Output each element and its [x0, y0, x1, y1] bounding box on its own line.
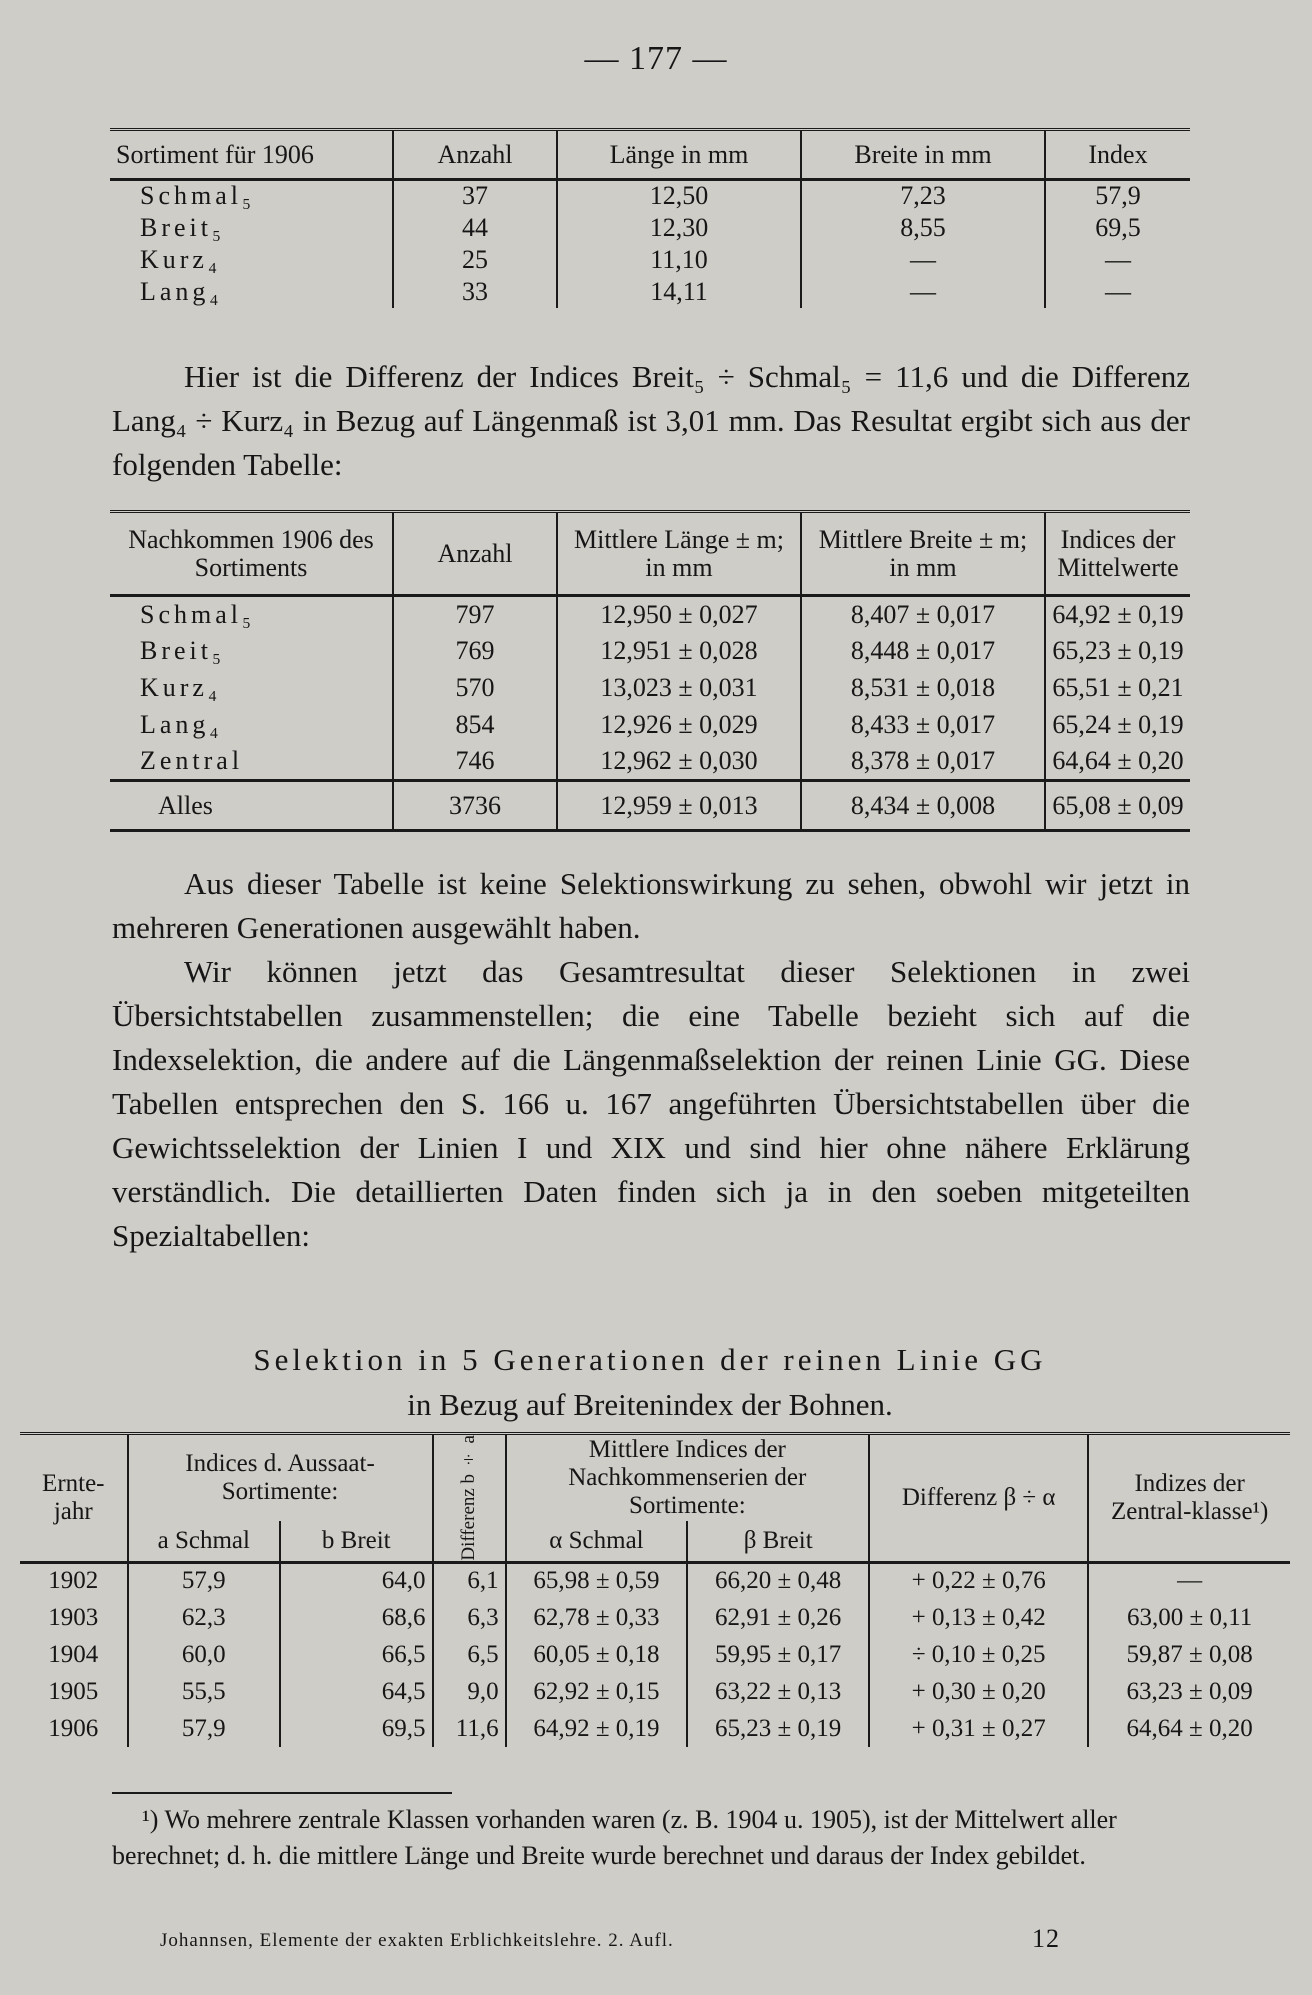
t2-cell: 12,962 ± 0,030: [557, 744, 801, 781]
t1-cell: 33: [393, 276, 557, 308]
t3-cell: 66,20 ± 0,48: [687, 1562, 869, 1599]
t3-cell: ÷ 0,10 ± 0,25: [869, 1636, 1088, 1673]
table-row: [110, 596, 1190, 633]
t3-cell: 62,91 ± 0,26: [687, 1599, 869, 1636]
t1-header-anzahl: Anzahl: [393, 130, 557, 180]
t1-cell: 14,11: [557, 276, 801, 308]
t2-cell: Zentral: [140, 746, 244, 776]
t2-cell: 13,023 ± 0,031: [557, 670, 801, 707]
t2-cell: 769: [393, 633, 557, 670]
t2-cell: 8,407 ± 0,017: [801, 596, 1045, 633]
table-row: [110, 744, 1190, 781]
table-row: [110, 707, 1190, 744]
t3-header-indices: Indices d. Aussaat-Sortimente:: [128, 1434, 433, 1522]
t3-cell: 1903: [48, 1603, 99, 1631]
t3-cell: 64,0: [280, 1562, 432, 1599]
t3-cell: 64,64 ± 0,20: [1088, 1710, 1290, 1747]
t2-total-row: Alles 3736 12,959 ± 0,013 8,434 ± 0,008 65,08 ± 0,09: [110, 781, 1190, 831]
t2-cell: 854: [393, 707, 557, 744]
t3-cell: 57,9: [128, 1562, 280, 1599]
table3-title-line1: Selektion in 5 Generationen der reinen Linie GG: [253, 1342, 1047, 1377]
t3-header-mittlere: Mittlere Indices der Nachkommenserien der Sortimente:: [506, 1434, 869, 1522]
t2-header-breite: Mittlere Breite ± m; in mm: [801, 512, 1045, 596]
paragraph-selektion: Aus dieser Tabelle ist keine Selektionswirkung zu sehen, obwohl wir jetzt in mehreren Generationen ausgewählt haben. Wir können jetzt das Gesamtresultat dieser Selektionen in zwei Übersichtstabellen zusammenstellen; die eine Tabelle bezieht sich auf die Indexselektion, die andere auf die Längenmaßselektion der reinen Linie GG. Diese Tabellen entsprechen den S. 166 u. 167 angeführten Übersichtstabellen über die Gewichtsselektion der Linien I und XIX und sind hier ohne nähere Erklärung verständlich. Die detaillierten Daten finden sich ja in den soeben mitgeteilten Spezialtabellen:: [112, 866, 1190, 1253]
t1-cell: 8,55: [801, 212, 1045, 244]
t2-cell: 65,24 ± 0,19: [1045, 707, 1190, 744]
t2-cell: Lang₄: [140, 710, 223, 739]
t3-cell: + 0,31 ± 0,27: [869, 1710, 1088, 1747]
t3-header-differenz: Differenz β ÷ α: [869, 1434, 1088, 1563]
t2-cell: 8,433 ± 0,017: [801, 707, 1045, 744]
t3-cell: + 0,30 ± 0,20: [869, 1673, 1088, 1710]
table-row: [20, 1599, 1290, 1636]
t3-cell: 64,5: [280, 1673, 432, 1710]
t2-cell: 64,64 ± 0,20: [1045, 744, 1190, 781]
t3-cell: 59,95 ± 0,17: [687, 1636, 869, 1673]
t2-header-anzahl: Anzahl: [393, 512, 557, 596]
t3-cell: 1906: [48, 1714, 99, 1742]
t2-cell: 12,950 ± 0,027: [557, 596, 801, 633]
t1-cell: 25: [393, 244, 557, 276]
t1-cell: 44: [393, 212, 557, 244]
t1-cell: 37: [393, 180, 557, 212]
t1-cell: Kurz₄: [140, 244, 222, 274]
page-number: — 177 —: [584, 40, 728, 77]
t2-header-indices: Indices der Mittelwerte: [1045, 512, 1190, 596]
table-sortiment-1906: [110, 128, 1190, 308]
t1-cell: Lang₄: [140, 276, 223, 306]
t3-cell: 6,5: [433, 1636, 506, 1673]
t1-cell: —: [1045, 276, 1190, 308]
table-row: [20, 1673, 1290, 1710]
t2-cell: 570: [393, 670, 557, 707]
table-row: [20, 1636, 1290, 1673]
t1-cell: 57,9: [1045, 180, 1190, 212]
t3-cell: 62,3: [128, 1599, 280, 1636]
t3-cell: 59,87 ± 0,08: [1088, 1636, 1290, 1673]
t1-cell: 11,10: [557, 244, 801, 276]
t3-header-zentral: Indizes der Zentral-klasse¹): [1088, 1434, 1290, 1563]
t1-cell: 7,23: [801, 180, 1045, 212]
t3-header-year: Ernte-jahr: [42, 1469, 105, 1525]
t2-cell: Breit₅: [140, 636, 226, 665]
t1-cell: —: [1045, 244, 1190, 276]
t2-cell: 8,448 ± 0,017: [801, 633, 1045, 670]
t3-cell: 1905: [48, 1677, 99, 1705]
t3-cell: 11,6: [433, 1710, 506, 1747]
footer-signature: 12: [1032, 1924, 1060, 1953]
footer-citation: Johannsen, Elemente der exakten Erblichkeitslehre. 2. Aufl.: [160, 1930, 674, 1951]
footnote: ¹) Wo mehrere zentrale Klassen vorhanden waren (z. B. 1904 u. 1905), ist der Mittelwert aller berechnet; d. h. die mittlere Länge und Breite wurde berechnet und daraus der Index gebildet.: [112, 1805, 1117, 1870]
t3-cell: 6,3: [433, 1599, 506, 1636]
t3-cell: 1902: [48, 1567, 99, 1595]
t1-cell: 12,30: [557, 212, 801, 244]
t3-header-beta-breit: β Breit: [687, 1521, 869, 1562]
table-row: [20, 1710, 1290, 1747]
t3-cell: 1904: [48, 1640, 99, 1668]
t3-cell: 9,0: [433, 1673, 506, 1710]
t1-cell: 69,5: [1045, 212, 1190, 244]
paragraph-differenz: Hier ist die Differenz der Indices Breit₅ ÷ Schmal₅ = 11,6 und die Differenz Lang₄ ÷ Kurz₄ in Bezug auf Längenmaß ist 3,01 mm. Das Resultat ergibt sich aus der folgenden Tabelle:: [112, 359, 1190, 482]
t3-cell: 6,1: [433, 1562, 506, 1599]
t1-cell: —: [801, 276, 1045, 308]
t3-cell: 60,0: [128, 1636, 280, 1673]
t1-header-breite: Breite in mm: [801, 130, 1045, 180]
t3-cell: 55,5: [128, 1673, 280, 1710]
table3-title-line2: in Bezug auf Breitenindex der Bohnen.: [407, 1387, 893, 1422]
t2-cell: 65,51 ± 0,21: [1045, 670, 1190, 707]
t2-cell: 8,378 ± 0,017: [801, 744, 1045, 781]
table-row: [110, 212, 1190, 244]
t3-cell: 62,92 ± 0,15: [506, 1673, 688, 1710]
t2-cell: 8,531 ± 0,018: [801, 670, 1045, 707]
t3-header-diff-ba: Differenz b ÷ a: [433, 1434, 506, 1563]
t2-cell: Kurz₄: [140, 673, 222, 702]
table-nachkommen-1906: [110, 510, 1190, 832]
t1-cell: Breit₅: [140, 212, 226, 242]
t3-cell: 60,05 ± 0,18: [506, 1636, 688, 1673]
t1-cell: —: [801, 244, 1045, 276]
t2-cell: Schmal₅: [140, 599, 256, 629]
t1-header-laenge: Länge in mm: [557, 130, 801, 180]
t2-header-laenge: Mittlere Länge ± m; in mm: [557, 512, 801, 596]
table-row: [110, 276, 1190, 308]
t2-cell: 65,23 ± 0,19: [1045, 633, 1190, 670]
table-row: [110, 633, 1190, 670]
t2-header-nachkommen: Nachkommen 1906 des Sortiments: [128, 524, 374, 582]
t1-header-sortiment: Sortiment für 1906: [116, 139, 314, 169]
t2-cell: 797: [393, 596, 557, 633]
t3-cell: 63,23 ± 0,09: [1088, 1673, 1290, 1710]
t3-cell: 68,6: [280, 1599, 432, 1636]
t3-cell: 65,98 ± 0,59: [506, 1562, 688, 1599]
table-row: [110, 244, 1190, 276]
t3-cell: 63,00 ± 0,11: [1088, 1599, 1290, 1636]
table-row: [110, 180, 1190, 212]
t3-cell: + 0,13 ± 0,42: [869, 1599, 1088, 1636]
t3-header-alpha-schmal: α Schmal: [506, 1521, 688, 1562]
t3-header-b-breit: b Breit: [280, 1521, 432, 1562]
t3-cell: 63,22 ± 0,13: [687, 1673, 869, 1710]
t3-cell: 64,92 ± 0,19: [506, 1710, 688, 1747]
t3-cell: 62,78 ± 0,33: [506, 1599, 688, 1636]
table-selektion-5-generationen: [20, 1432, 1290, 1747]
t3-cell: —: [1088, 1562, 1290, 1599]
t3-cell: 69,5: [280, 1710, 432, 1747]
table-row: [20, 1562, 1290, 1599]
table-row: [110, 670, 1190, 707]
t1-cell: Schmal₅: [140, 181, 256, 211]
t3-cell: + 0,22 ± 0,76: [869, 1562, 1088, 1599]
footnote-rule: [112, 1792, 452, 1794]
t3-cell: 57,9: [128, 1710, 280, 1747]
t2-cell: 64,92 ± 0,19: [1045, 596, 1190, 633]
t2-cell: 746: [393, 744, 557, 781]
t3-header-a-schmal: a Schmal: [128, 1521, 280, 1562]
t3-cell: 66,5: [280, 1636, 432, 1673]
t2-cell: 12,951 ± 0,028: [557, 633, 801, 670]
t3-cell: 65,23 ± 0,19: [687, 1710, 869, 1747]
t1-cell: 12,50: [557, 180, 801, 212]
page-footer: [160, 1924, 1060, 1953]
t1-header-index: Index: [1045, 130, 1190, 180]
t2-cell: 12,926 ± 0,029: [557, 707, 801, 744]
